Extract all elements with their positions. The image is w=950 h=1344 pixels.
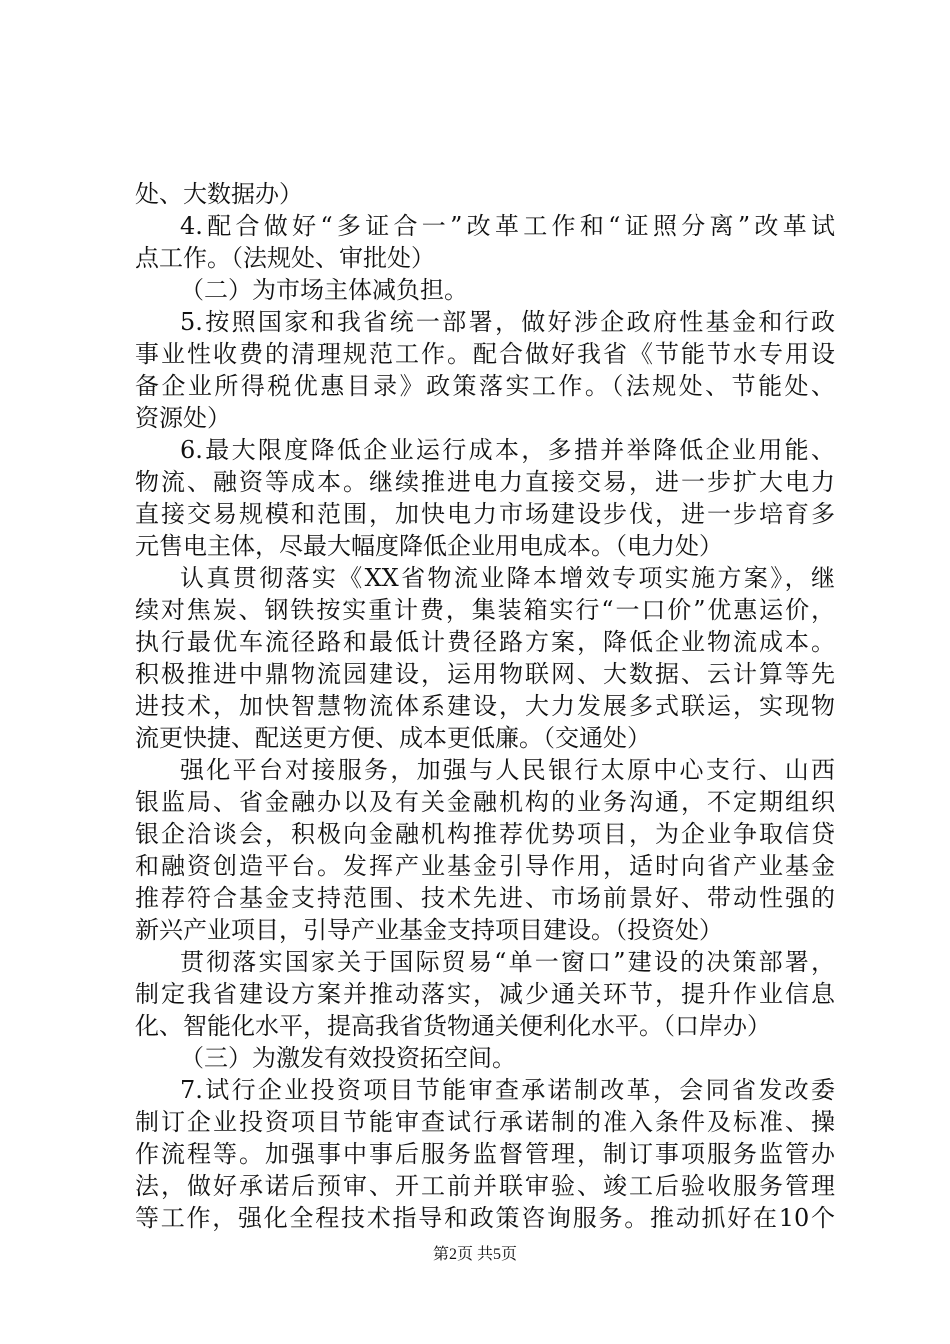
text-line: 流更快捷、配送更方便、成本更低廉。（交通处） [135, 724, 651, 752]
text-line: 强化平台对接服务，加强与人民银行太原中心支行、山西 [180, 756, 835, 784]
text-line: 5.按照国家和我省统一部署，做好涉企政府性基金和行政 [180, 308, 835, 336]
text-line: 备企业所得税优惠目录》政策落实工作。（法规处、节能处、 [135, 372, 835, 400]
text-line: 资源处） [135, 404, 231, 432]
text-line: 续对焦炭、钢铁按实重计费，集装箱实行“一口价”优惠运价， [135, 596, 835, 624]
text-line: 处、大数据办） [135, 180, 303, 208]
text-line: 6.最大限度降低企业运行成本，多措并举降低企业用能、 [180, 436, 835, 464]
text-line: 推荐符合基金支持范围、技术先进、市场前景好、带动性强的 [135, 884, 835, 912]
text-line: 作流程等。加强事中事后服务监督管理，制订事项服务监管办 [135, 1140, 835, 1168]
page-number: 第2页 共5页 [432, 1246, 517, 1263]
text-line: 4.配合做好“多证合一”改革工作和“证照分离”改革试 [180, 212, 835, 240]
text-line: 银监局、省金融办以及有关金融机构的业务沟通，不定期组织 [135, 788, 835, 816]
text-line: 元售电主体，尽最大幅度降低企业用电成本。（电力处） [135, 532, 723, 560]
text-line: 银企洽谈会，积极向金融机构推荐优势项目，为企业争取信贷 [135, 820, 835, 848]
text-line: 点工作。（法规处、审批处） [135, 244, 435, 272]
text-line: 制订企业投资项目节能审查试行承诺制的准入条件及标准、操 [135, 1108, 835, 1136]
text-line: 新兴产业项目，引导产业基金支持项目建设。（投资处） [135, 916, 723, 944]
section-heading: （三）为激发有效投资拓空间。 [180, 1044, 516, 1072]
text-line: 化、智能化水平，提高我省货物通关便利化水平。（口岸办） [135, 1012, 771, 1040]
text-line: 和融资创造平台。发挥产业基金引导作用，适时向省产业基金 [135, 852, 835, 880]
text-line: 执行最优车流径路和最低计费径路方案，降低企业物流成本。 [135, 628, 835, 656]
text-line: 贯彻落实国家关于国际贸易“单一窗口”建设的决策部署， [180, 948, 835, 976]
section-heading: （二）为市场主体减负担。 [180, 276, 468, 304]
text-line: 事业性收费的清理规范工作。配合做好我省《节能节水专用设 [135, 340, 835, 368]
text-line: 认真贯彻落实《XX省物流业降本增效专项实施方案》，继 [180, 564, 835, 592]
text-line: 法，做好承诺后预审、开工前并联审验、竣工后验收服务管理 [135, 1172, 835, 1200]
text-line: 7.试行企业投资项目节能审查承诺制改革，会同省发改委 [180, 1076, 835, 1104]
text-line: 积极推进中鼎物流园建设，运用物联网、大数据、云计算等先 [135, 660, 835, 688]
text-line: 进技术，加快智慧物流体系建设，大力发展多式联运，实现物 [135, 692, 835, 720]
text-line: 物流、融资等成本。继续推进电力直接交易，进一步扩大电力 [135, 468, 835, 496]
text-line: 制定我省建设方案并推动落实，减少通关环节，提升作业信息 [135, 980, 835, 1008]
text-line: 等工作，强化全程技术指导和政策咨询服务。推动抓好在10个 [135, 1204, 835, 1232]
text-line: 直接交易规模和范围，加快电力市场建设步伐，进一步培育多 [135, 500, 835, 528]
